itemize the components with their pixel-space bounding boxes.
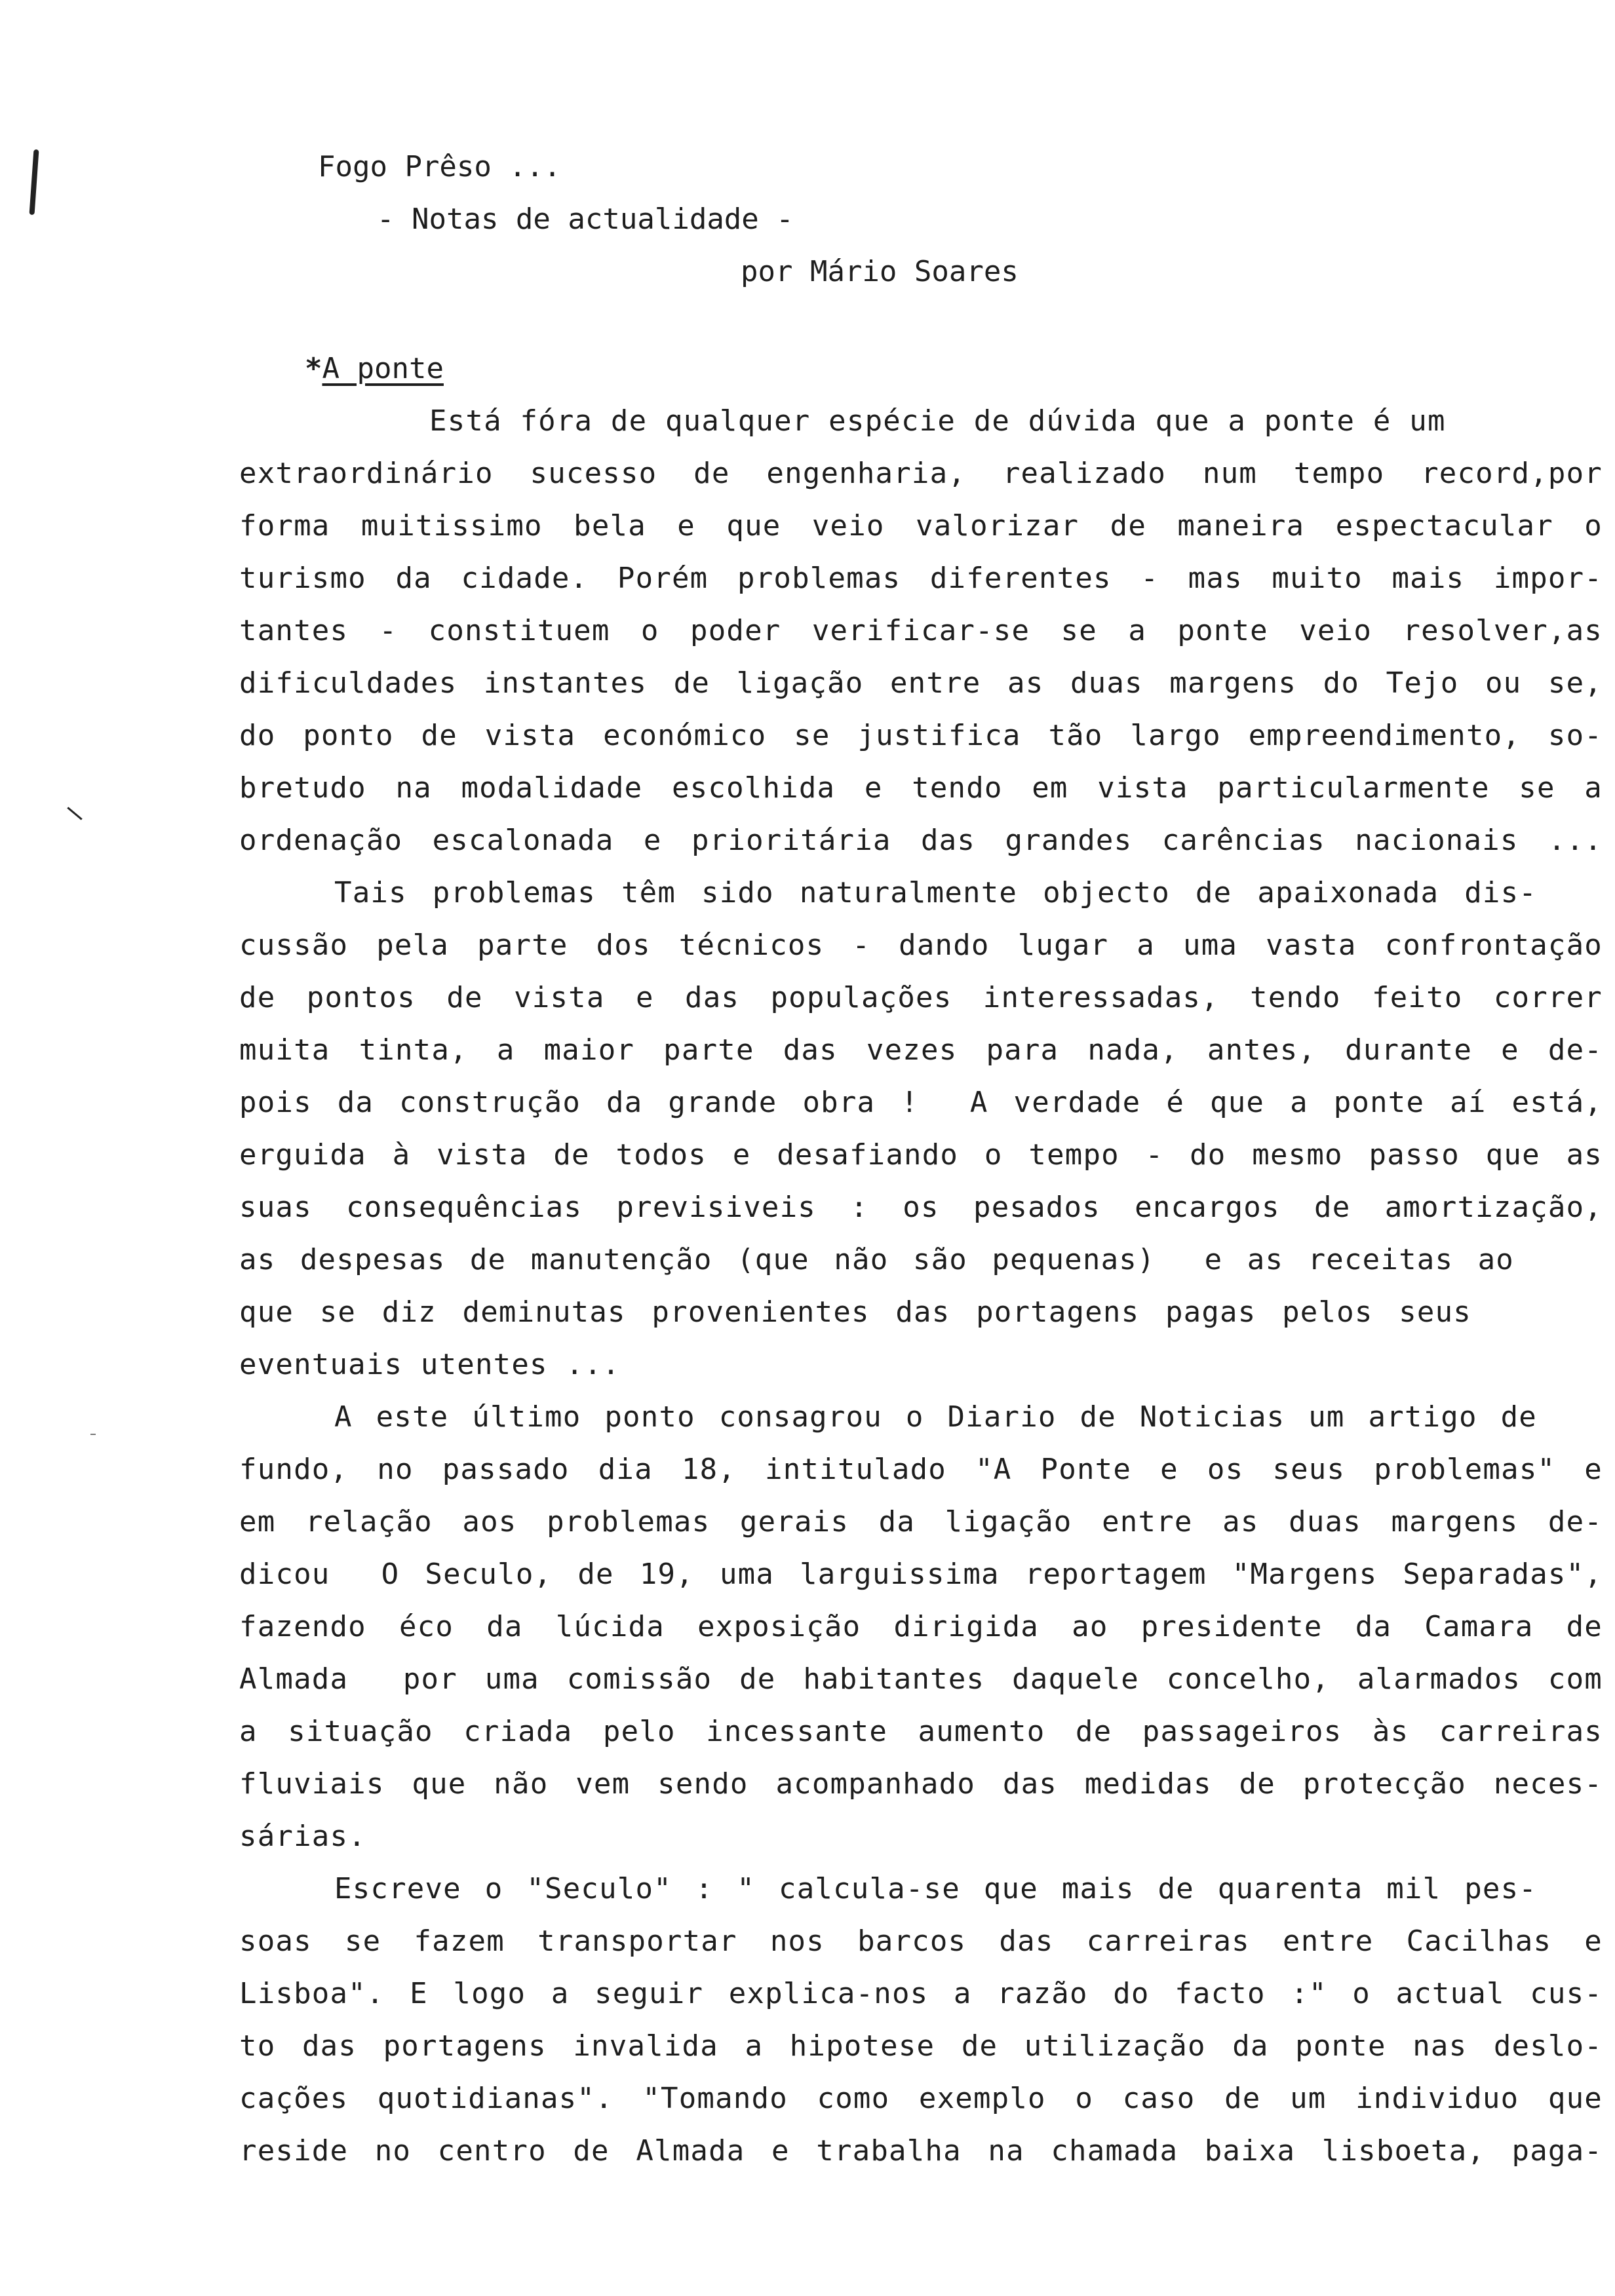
body-text-line: cações quotidianas". "Tomando como exemplo o caso de um individuo que [239, 2082, 1603, 2115]
body-text-line: muita tinta, a maior parte das vezes para nada, antes, durante e de- [239, 1033, 1603, 1067]
margin-dash-mark [90, 1434, 96, 1435]
body-text-line: fazendo éco da lúcida exposição dirigida ao presidente da Camara de [239, 1610, 1603, 1643]
body-text-line: fluviais que não vem sendo acompanhado das medidas de protecção neces- [239, 1767, 1603, 1801]
body-text-line: reside no centro de Almada e trabalha na chamada baixa lisboeta, paga- [239, 2134, 1603, 2168]
handwritten-margin-stroke [29, 149, 39, 215]
body-text-line: Lisboa". E logo a seguir explica-nos a razão do facto :" o actual cus- [239, 1977, 1603, 2010]
body-text-line: A este último ponto consagrou o Diario de Noticias um artigo de [334, 1400, 1537, 1434]
document-byline: por Mário Soares [741, 255, 1019, 288]
body-text-line: turismo da cidade. Porém problemas diferentes - mas muito mais impor- [239, 562, 1603, 595]
body-text-line: forma muitissimo bela e que veio valorizar de maneira espectacular o [239, 509, 1603, 543]
document-title: Fogo Prêso ... [318, 150, 561, 183]
body-text-line: Está fóra de qualquer espécie de dúvida que a ponte é um [429, 404, 1446, 438]
section-heading [305, 351, 444, 387]
body-text-line: sárias. [239, 1820, 366, 1853]
asterisk-marker: * [305, 352, 322, 385]
body-text-line: eventuais utentes ... [239, 1348, 621, 1381]
body-text-line: Almada por uma comissão de habitantes daquele concelho, alarmados com [239, 1662, 1603, 1696]
body-text-line: as despesas de manutenção (que não são pequenas) e as receitas ao [239, 1243, 1514, 1276]
margin-tick-mark [67, 807, 82, 820]
body-text-line: erguida à vista de todos e desafiando o tempo - do mesmo passo que as [239, 1138, 1603, 1172]
body-text-line: ordenação escalonada e prioritária das grandes carências nacionais ... [239, 824, 1603, 857]
body-text-line: que se diz deminutas provenientes das portagens pagas pelos seus [239, 1295, 1471, 1329]
body-text-line: dificuldades instantes de ligação entre as duas margens do Tejo ou se, [239, 666, 1603, 700]
body-text-line: fundo, no passado dia 18, intitulado "A Ponte e os seus problemas" e [239, 1453, 1603, 1486]
body-text-line: extraordinário sucesso de engenharia, realizado num tempo record,por [239, 457, 1603, 490]
body-text-line: dicou O Seculo, de 19, uma larguissima reportagem "Margens Separadas", [239, 1558, 1603, 1591]
body-text-line: em relação aos problemas gerais da ligação entre as duas margens de- [239, 1505, 1603, 1539]
document-subtitle: - Notas de actualidade - [377, 202, 794, 236]
body-text-line: bretudo na modalidade escolhida e tendo em vista particularmente se a [239, 771, 1603, 805]
body-text-line: cussão pela parte dos técnicos - dando lugar a uma vasta confrontação [239, 928, 1603, 962]
body-text-line: do ponto de vista económico se justifica tão largo empreendimento, so- [239, 719, 1603, 752]
body-text-line: pois da construção da grande obra ! A verdade é que a ponte aí está, [239, 1086, 1603, 1119]
body-text-line: Tais problemas têm sido naturalmente objecto de apaixonada dis- [334, 876, 1537, 909]
body-text-line: suas consequências previsiveis : os pesados encargos de amortização, [239, 1191, 1603, 1224]
body-text-line: to das portagens invalida a hipotese de utilização da ponte nas deslo- [239, 2029, 1603, 2063]
body-text-line: a situação criada pelo incessante aumento de passageiros às carreiras [239, 1715, 1603, 1748]
body-text-line: Escreve o "Seculo" : " calcula-se que mais de quarenta mil pes- [334, 1872, 1537, 1905]
body-text-line: soas se fazem transportar nos barcos das carreiras entre Cacilhas e [239, 1924, 1603, 1958]
body-text-line: tantes - constituem o poder verificar-se se a ponte veio resolver,as [239, 614, 1603, 647]
section-heading-text: A ponte [322, 352, 444, 385]
body-text-line: de pontos de vista e das populações interessadas, tendo feito correr [239, 981, 1603, 1014]
